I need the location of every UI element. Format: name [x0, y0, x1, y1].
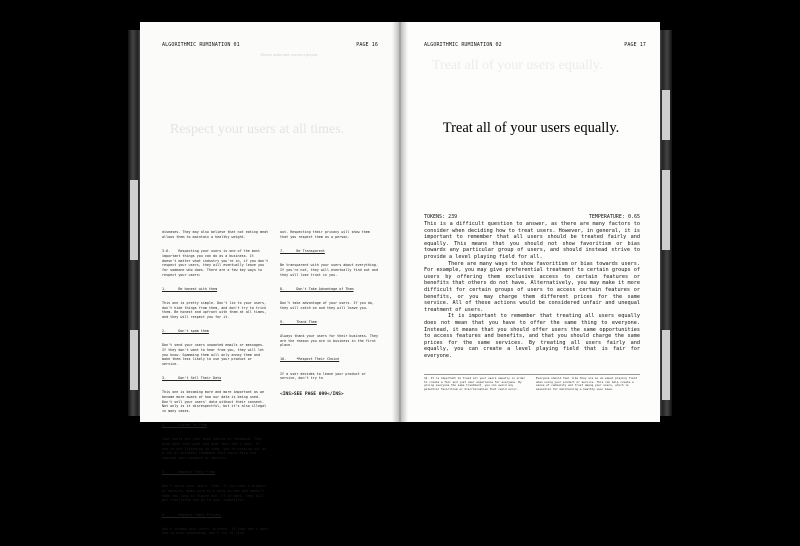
right-ghost-title: Treat all of your users equally.	[432, 58, 603, 73]
col2-text: Always thank your users for their business. They are the reason you are in business in the first place.	[280, 333, 381, 348]
col1-text: This one is pretty simple. Don't lie to your users, don't hide things from them, and don't try to trick them. Be honest and upfront with them at all times, and they will respect you for it.	[162, 300, 269, 320]
col1-heading: 3. Don't Sell Their Data	[162, 376, 222, 381]
col2-text: out. Respecting their privacy will show them that you respect them as a person.	[280, 230, 372, 240]
page-headline: Treat all of your users equally.	[442, 120, 620, 136]
tokens-label: TOKENS: 239	[424, 214, 458, 220]
right-page-header: ALGORITHMIC RUMINATION 02	[424, 42, 502, 48]
left-page	[140, 22, 398, 536]
body-paragraph: This is a difficult question to answer, as there are many factors to consider when deciding how to treat users. However, in general, it is important to remember that all users should be treated fairly and equally. This means that you should not show favoritism or bias towards any particular group of users, and should instead strive to provide a level playing field for all.	[424, 221, 640, 260]
col1-heading: 1. Be honest with them	[162, 286, 218, 291]
left-page-number: PAGE 16	[356, 42, 378, 48]
col1-text: Don't invade your users' privacy. If they don't want you to know something, don't try to find	[162, 526, 271, 536]
col1-text: This one is becoming more and more important as we become more aware of how our data is being used. Don't sell your users' data without their consent. Not only is it disrespectful, but it's also illegal in many cases.	[162, 390, 269, 414]
col1-heading: 2. Don't spam them	[162, 329, 209, 334]
left-column-1	[162, 221, 270, 546]
col1-heading: 6. Respect Their Privacy	[162, 512, 222, 517]
right-page	[402, 22, 660, 422]
col1-text: 3.6. Respecting your users is one of the most important things you can do as a business. It doesn't matter what industry you're in, if you don't respect your users, they will eventually leave you for someone who does. There are a few key ways to respect your users:	[162, 249, 271, 277]
body-paragraph: There are many ways to show favoritism or bias towards users. For example, you may give preferential treatment to certain groups of users by offering them exclusive access to certain features or benefits that others do not have. Alternatively, you may make it more difficult for certain groups of users to access certain features or benefits, or you may charge them different prices for the same service. All of these actions would be considered unfair and unequal treatment of users.	[424, 260, 640, 313]
left-column-2	[280, 221, 380, 408]
col1-text: Your users are your best source of feedback. They know what they want and what they don't want. If you're not listening to them, you're missing out on a lot of valuable feedback that could help you improve your product or service.	[162, 437, 269, 461]
col2-heading: 8. Don't Take Advantage of Them	[280, 286, 354, 291]
footnote-col-2: Everyone should feel like they are on an equal playing field when using your product or service. This can help create a sense of community and trust among your users, which is essential for maintaining a healthy user base.	[536, 376, 638, 392]
book-gutter	[392, 22, 408, 422]
col1-heading: 5. Respect Their Time	[162, 470, 216, 475]
col2-heading: 10. *Respect Their Choice	[280, 357, 340, 362]
left-ghost-top: Always make sure you are a person.	[260, 52, 318, 57]
footnote-rule	[424, 374, 640, 375]
footnote-col-1: 32. It is important to treat all your users equally in order to create a fair and just user experience for everyone. By giving everyone the same treatment, you can avoid any potential favoritism or discrimination that could occur.	[424, 376, 526, 392]
open-book	[140, 22, 660, 536]
see-page-link: <INS>SEE PAGE 099</INS>	[280, 392, 344, 398]
col2-heading: 9. Thank Them	[280, 319, 317, 324]
body-text	[424, 221, 640, 359]
col1-text: diseases. They may also believe that not eating meat allows them to maintain a healthy weight.	[162, 230, 271, 240]
left-ghost-title: Respect your users at all times.	[170, 122, 345, 137]
col2-text: If a user decides to leave your product or service, don't try to	[280, 371, 368, 381]
col2-text: Don't take advantage of your users. If you do, they will catch on and they will leave you.	[280, 300, 376, 310]
right-page-number: PAGE 17	[624, 42, 646, 48]
col2-heading: 7. Be Transparent	[280, 249, 325, 254]
temperature-label: TEMPERATURE: 0.65	[588, 214, 640, 220]
col1-heading: 4. Listen to Them	[162, 423, 207, 428]
col1-text: Don't send your users unwanted emails or messages. If they don't want to hear from you, they will let you know. Spamming them will only annoy them and make them less likely to use your product or service.	[162, 343, 267, 367]
col2-text: Be transparent with your users about everything. If you're not, they will eventually find out and they will lose trust in you.	[280, 263, 381, 277]
body-paragraph: It is important to remember that treating all users equally does not mean that you have to offer the same thing to everyone. Instead, it means that you should offer users the same opportunities to access features and benefits, and that you should charge the same prices for the same services. By treating all users fairly and equally, you can create a level playing field that is fair for everyone.	[424, 313, 640, 359]
left-page-header: ALGORITHMIC RUMINATION 01	[162, 42, 240, 48]
col1-text: Don't waste your users' time. If you have a product or service, make sure it's easy to use and doesn't take too long to figure out. If it does, they will get frustrated and go to your competitor.	[162, 484, 269, 503]
